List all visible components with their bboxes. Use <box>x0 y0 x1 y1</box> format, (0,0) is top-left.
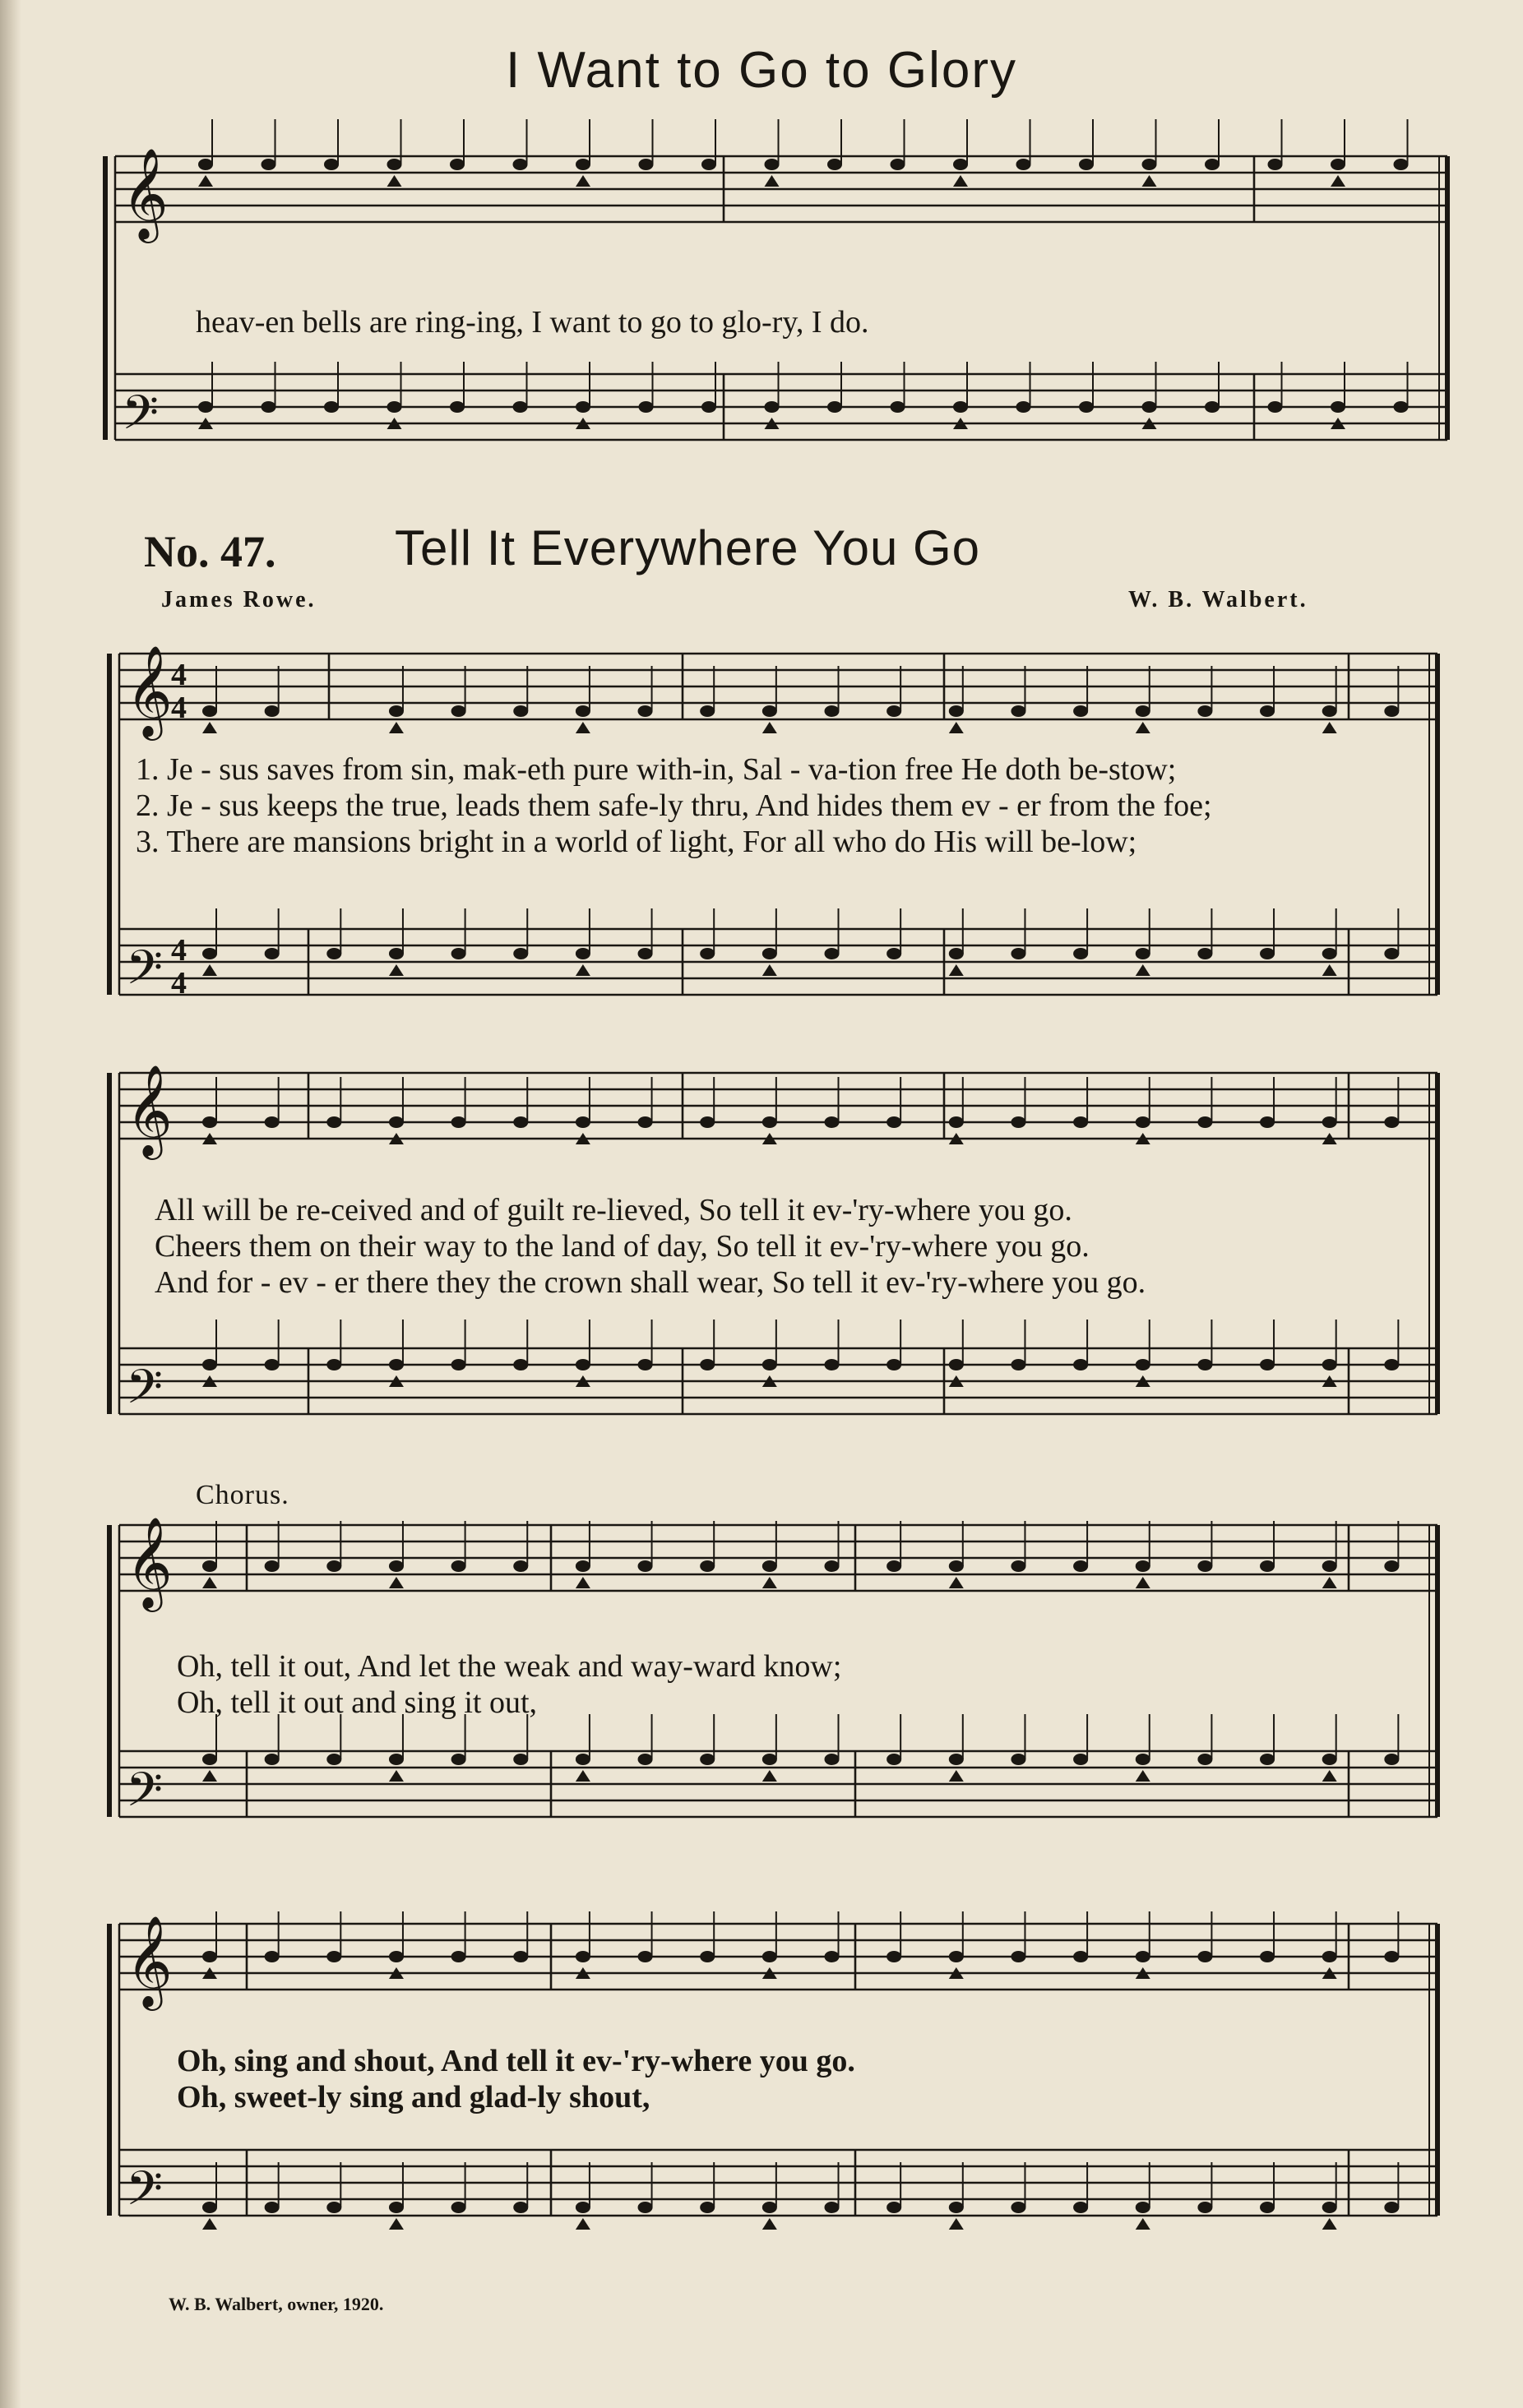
shape-note-head <box>389 1770 404 1782</box>
note-head <box>891 159 905 170</box>
note-head <box>1322 1560 1337 1572</box>
note-head <box>576 948 590 959</box>
note-head <box>1384 1116 1399 1128</box>
copyright-notice: W. B. Walbert, owner, 1920. <box>169 2294 384 2314</box>
bass-clef: 𝄢 <box>126 1359 164 1426</box>
note-head <box>1197 1359 1212 1370</box>
note-head <box>1260 948 1275 959</box>
note-head <box>886 948 901 959</box>
note-head <box>700 2202 715 2213</box>
bass-clef: 𝄢 <box>122 385 160 452</box>
note-head <box>576 401 590 413</box>
note-head <box>1322 2202 1337 2213</box>
note-head <box>700 1560 715 1572</box>
shape-note-head <box>1136 1577 1150 1588</box>
note-head <box>576 1754 590 1765</box>
verse-ending-1: All will be re-ceived and of guilt re-lieved, So tell it ev-'ry-where you go. <box>155 1193 1072 1227</box>
note-head <box>700 1116 715 1128</box>
note-head <box>638 1359 653 1370</box>
shape-note-head <box>949 722 964 733</box>
note-head <box>513 1116 528 1128</box>
note-head <box>576 1359 590 1370</box>
note-head <box>576 1560 590 1572</box>
note-head <box>1197 2202 1212 2213</box>
note-head <box>1197 1116 1212 1128</box>
shape-note-head <box>576 1577 590 1588</box>
note-head <box>1260 1560 1275 1572</box>
shape-note-head <box>949 1577 964 1588</box>
note-head <box>700 705 715 717</box>
hymn-number: No. 47. <box>144 527 276 576</box>
top-song-lyric: heav-en bells are ring-ing, I want to go to glo-ry, I do. <box>196 305 869 340</box>
shape-note-head <box>202 1577 217 1588</box>
note-head <box>638 705 653 717</box>
note-head <box>202 1560 217 1572</box>
note-head <box>891 401 905 413</box>
note-head <box>1073 1560 1088 1572</box>
note-head <box>762 1359 777 1370</box>
note-head <box>1197 1951 1212 1962</box>
note-head <box>265 705 280 717</box>
note-head <box>265 1951 280 1962</box>
note-head <box>1136 705 1150 717</box>
chorus-line-3: Oh, sing and shout, And tell it ev-'ry-where you go. <box>177 2044 855 2078</box>
bass-clef: 𝄢 <box>126 940 164 1007</box>
note-head <box>1079 159 1094 170</box>
note-head <box>1011 705 1025 717</box>
bass-clef: 𝄢 <box>126 1762 164 1829</box>
note-head <box>1136 1754 1150 1765</box>
note-head <box>1136 2202 1150 2213</box>
note-head <box>1011 1359 1025 1370</box>
bass-clef: 𝄢 <box>126 2161 164 2228</box>
note-head <box>886 1116 901 1128</box>
note-head <box>1016 401 1031 413</box>
note-head <box>1322 705 1337 717</box>
verse-line-3: 3. There are mansions bright in a world of light, For all who do His will be-low; <box>136 825 1137 859</box>
note-head <box>576 1951 590 1962</box>
note-head <box>326 1116 341 1128</box>
top-song-title: I Want to Go to Glory <box>505 42 1017 99</box>
note-head <box>265 1754 280 1765</box>
time-signature-treble-bottom: 4 <box>171 691 187 725</box>
note-head <box>262 401 276 413</box>
note-head <box>265 1560 280 1572</box>
note-head <box>387 401 402 413</box>
shape-note-head <box>762 2218 777 2230</box>
shape-note-head <box>1322 1770 1337 1782</box>
time-signature-bass-bottom: 4 <box>171 966 187 1001</box>
shape-note-head <box>953 175 968 187</box>
note-head <box>1205 159 1220 170</box>
note-head <box>513 948 528 959</box>
note-head <box>202 1359 217 1370</box>
treble-clef: 𝄞 <box>126 645 173 737</box>
note-head <box>1384 1359 1399 1370</box>
note-head <box>1197 1560 1212 1572</box>
shape-note-head <box>389 2218 404 2230</box>
note-head <box>886 705 901 717</box>
note-head <box>450 159 465 170</box>
note-head <box>1073 1359 1088 1370</box>
note-head <box>1079 401 1094 413</box>
shape-note-head <box>949 1770 964 1782</box>
note-head <box>1384 1560 1399 1572</box>
shape-note-head <box>1322 1577 1337 1588</box>
note-head <box>389 1116 404 1128</box>
shape-note-head <box>576 175 590 187</box>
shape-note-head <box>576 2218 590 2230</box>
note-head <box>389 1951 404 1962</box>
note-head <box>324 159 339 170</box>
note-head <box>1322 948 1337 959</box>
note-head <box>451 1359 466 1370</box>
note-head <box>1384 1951 1399 1962</box>
note-head <box>1322 1116 1337 1128</box>
note-head <box>886 2202 901 2213</box>
shape-note-head <box>949 964 964 976</box>
note-head <box>513 705 528 717</box>
note-head <box>949 948 964 959</box>
note-head <box>825 948 840 959</box>
note-head <box>262 159 276 170</box>
note-head <box>1322 1951 1337 1962</box>
note-head <box>1260 1359 1275 1370</box>
note-head <box>451 2202 466 2213</box>
note-head <box>1073 1116 1088 1128</box>
note-head <box>202 948 217 959</box>
note-head <box>762 1560 777 1572</box>
chorus-line-1: Oh, tell it out, And let the weak and way-ward know; <box>177 1649 842 1684</box>
chorus-label: Chorus. <box>196 1480 289 1510</box>
time-signature-treble-top: 4 <box>171 658 187 692</box>
note-head <box>1011 2202 1025 2213</box>
note-head <box>389 1754 404 1765</box>
note-head <box>451 705 466 717</box>
note-head <box>1011 1116 1025 1128</box>
shape-note-head <box>1142 175 1157 187</box>
shape-note-head <box>762 1770 777 1782</box>
note-head <box>825 705 840 717</box>
note-head <box>389 1359 404 1370</box>
chorus-line-2: Oh, tell it out and sing it out, <box>177 1685 538 1720</box>
verse-ending-3: And for - ev - er there they the crown shall wear, So tell it ev-'ry-where you go. <box>155 1265 1146 1300</box>
shape-note-head <box>202 722 217 733</box>
note-head <box>198 159 213 170</box>
note-head <box>1205 401 1220 413</box>
note-head <box>450 401 465 413</box>
note-head <box>762 948 777 959</box>
note-head <box>886 1951 901 1962</box>
shape-note-head <box>576 964 590 976</box>
note-head <box>949 1359 964 1370</box>
note-head <box>1136 1951 1150 1962</box>
verse-line-1: 1. Je - sus saves from sin, mak-eth pure with-in, Sal - va-tion free He doth be-stow; <box>136 752 1177 787</box>
shape-note-head <box>389 964 404 976</box>
note-head <box>638 948 653 959</box>
verse-line-2: 2. Je - sus keeps the true, leads them safe-ly thru, And hides them ev - er from the foe; <box>136 788 1212 823</box>
note-head <box>1016 159 1031 170</box>
note-head <box>326 1951 341 1962</box>
note-head <box>827 401 842 413</box>
note-head <box>451 948 466 959</box>
note-head <box>1011 1560 1025 1572</box>
treble-clef: 𝄞 <box>122 147 169 239</box>
shape-note-head <box>1136 722 1150 733</box>
note-head <box>1394 159 1409 170</box>
note-head <box>202 2202 217 2213</box>
note-head <box>513 1754 528 1765</box>
shape-note-head <box>1322 964 1337 976</box>
shape-note-head <box>1322 2218 1337 2230</box>
note-head <box>389 948 404 959</box>
note-head <box>949 1951 964 1962</box>
note-head <box>1011 1754 1025 1765</box>
shape-note-head <box>949 2218 964 2230</box>
note-head <box>949 2202 964 2213</box>
note-head <box>825 1116 840 1128</box>
note-head <box>202 1754 217 1765</box>
note-head <box>762 705 777 717</box>
note-head <box>1197 1754 1212 1765</box>
note-head <box>701 159 716 170</box>
note-head <box>1260 2202 1275 2213</box>
note-head <box>1268 159 1283 170</box>
note-head <box>202 1116 217 1128</box>
note-head <box>451 1560 466 1572</box>
note-head <box>265 1359 280 1370</box>
note-head <box>762 1754 777 1765</box>
note-head <box>513 2202 528 2213</box>
note-head <box>700 948 715 959</box>
note-head <box>326 1560 341 1572</box>
shape-note-head <box>1136 1770 1150 1782</box>
treble-clef: 𝄞 <box>126 1516 173 1608</box>
note-head <box>700 1951 715 1962</box>
note-head <box>1322 1359 1337 1370</box>
shape-note-head <box>762 722 777 733</box>
shape-note-head <box>576 1770 590 1782</box>
note-head <box>700 1754 715 1765</box>
note-head <box>827 159 842 170</box>
note-head <box>265 1116 280 1128</box>
note-head <box>1073 948 1088 959</box>
note-head <box>265 2202 280 2213</box>
note-head <box>1073 705 1088 717</box>
shape-note-head <box>765 175 780 187</box>
note-head <box>1260 1116 1275 1128</box>
note-head <box>451 1754 466 1765</box>
verse-ending-2: Cheers them on their way to the land of day, So tell it ev-'ry-where you go. <box>155 1229 1090 1264</box>
note-head <box>1136 948 1150 959</box>
time-signature-bass-top: 4 <box>171 933 187 968</box>
note-head <box>198 401 213 413</box>
note-head <box>576 1116 590 1128</box>
hymn-title: Tell It Everywhere You Go <box>395 520 981 575</box>
note-head <box>638 1116 653 1128</box>
note-head <box>1322 1754 1337 1765</box>
note-head <box>953 159 968 170</box>
note-head <box>1073 1754 1088 1765</box>
note-head <box>389 705 404 717</box>
shape-note-head <box>1331 175 1345 187</box>
shape-note-head <box>1136 2218 1150 2230</box>
lyricist-credit: James Rowe. <box>161 587 317 612</box>
note-head <box>638 1951 653 1962</box>
note-head <box>825 1951 840 1962</box>
note-head <box>1197 948 1212 959</box>
note-head <box>1384 1754 1399 1765</box>
note-head <box>639 159 654 170</box>
note-head <box>765 159 780 170</box>
shape-note-head <box>762 964 777 976</box>
note-head <box>825 2202 840 2213</box>
shape-note-head <box>202 964 217 976</box>
note-head <box>576 2202 590 2213</box>
note-head <box>1136 1359 1150 1370</box>
note-head <box>949 1560 964 1572</box>
note-head <box>513 1951 528 1962</box>
shape-note-head <box>389 722 404 733</box>
note-head <box>765 401 780 413</box>
note-head <box>1331 401 1345 413</box>
note-head <box>1197 705 1212 717</box>
note-head <box>1260 1951 1275 1962</box>
note-head <box>576 159 590 170</box>
note-head <box>513 1359 528 1370</box>
note-head <box>949 705 964 717</box>
note-head <box>638 1754 653 1765</box>
shape-note-head <box>198 175 213 187</box>
note-head <box>326 948 341 959</box>
note-head <box>1136 1560 1150 1572</box>
note-head <box>513 401 528 413</box>
note-head <box>324 401 339 413</box>
note-head <box>762 1951 777 1962</box>
note-head <box>389 1560 404 1572</box>
note-head <box>451 1116 466 1128</box>
note-head <box>825 1560 840 1572</box>
shape-note-head <box>387 175 402 187</box>
note-head <box>1394 401 1409 413</box>
note-head <box>1142 159 1157 170</box>
shape-note-head <box>389 1577 404 1588</box>
note-head <box>1384 2202 1399 2213</box>
note-head <box>638 2202 653 2213</box>
note-head <box>1073 2202 1088 2213</box>
note-head <box>886 1754 901 1765</box>
note-head <box>1331 159 1345 170</box>
shape-note-head <box>1322 722 1337 733</box>
note-head <box>1384 705 1399 717</box>
note-head <box>513 159 528 170</box>
note-head <box>1268 401 1283 413</box>
note-head <box>825 1359 840 1370</box>
shape-note-head <box>576 722 590 733</box>
note-head <box>326 1754 341 1765</box>
note-head <box>1011 948 1025 959</box>
note-head <box>701 401 716 413</box>
note-head <box>1260 705 1275 717</box>
note-head <box>953 401 968 413</box>
note-head <box>762 1116 777 1128</box>
note-head <box>265 948 280 959</box>
note-head <box>638 1560 653 1572</box>
note-head <box>639 401 654 413</box>
note-head <box>700 1359 715 1370</box>
note-head <box>886 1359 901 1370</box>
composer-credit: W. B. Walbert. <box>1128 587 1308 612</box>
note-head <box>825 1754 840 1765</box>
note-head <box>389 2202 404 2213</box>
note-head <box>202 705 217 717</box>
note-head <box>1260 1754 1275 1765</box>
note-head <box>1011 1951 1025 1962</box>
note-head <box>202 1951 217 1962</box>
shape-note-head <box>202 2218 217 2230</box>
note-head <box>326 2202 341 2213</box>
note-head <box>762 2202 777 2213</box>
shape-note-head <box>1136 964 1150 976</box>
note-head <box>513 1560 528 1572</box>
note-head <box>451 1951 466 1962</box>
chorus-line-4: Oh, sweet-ly sing and glad-ly shout, <box>177 2080 650 2115</box>
note-head <box>576 705 590 717</box>
treble-clef: 𝄞 <box>126 1915 173 2007</box>
note-head <box>387 159 402 170</box>
shape-note-head <box>762 1577 777 1588</box>
shape-note-head <box>202 1770 217 1782</box>
note-head <box>1142 401 1157 413</box>
note-head <box>949 1754 964 1765</box>
note-head <box>326 1359 341 1370</box>
treble-clef: 𝄞 <box>126 1064 173 1156</box>
note-head <box>949 1116 964 1128</box>
note-head <box>886 1560 901 1572</box>
note-head <box>1073 1951 1088 1962</box>
note-head <box>1136 1116 1150 1128</box>
note-head <box>1384 948 1399 959</box>
